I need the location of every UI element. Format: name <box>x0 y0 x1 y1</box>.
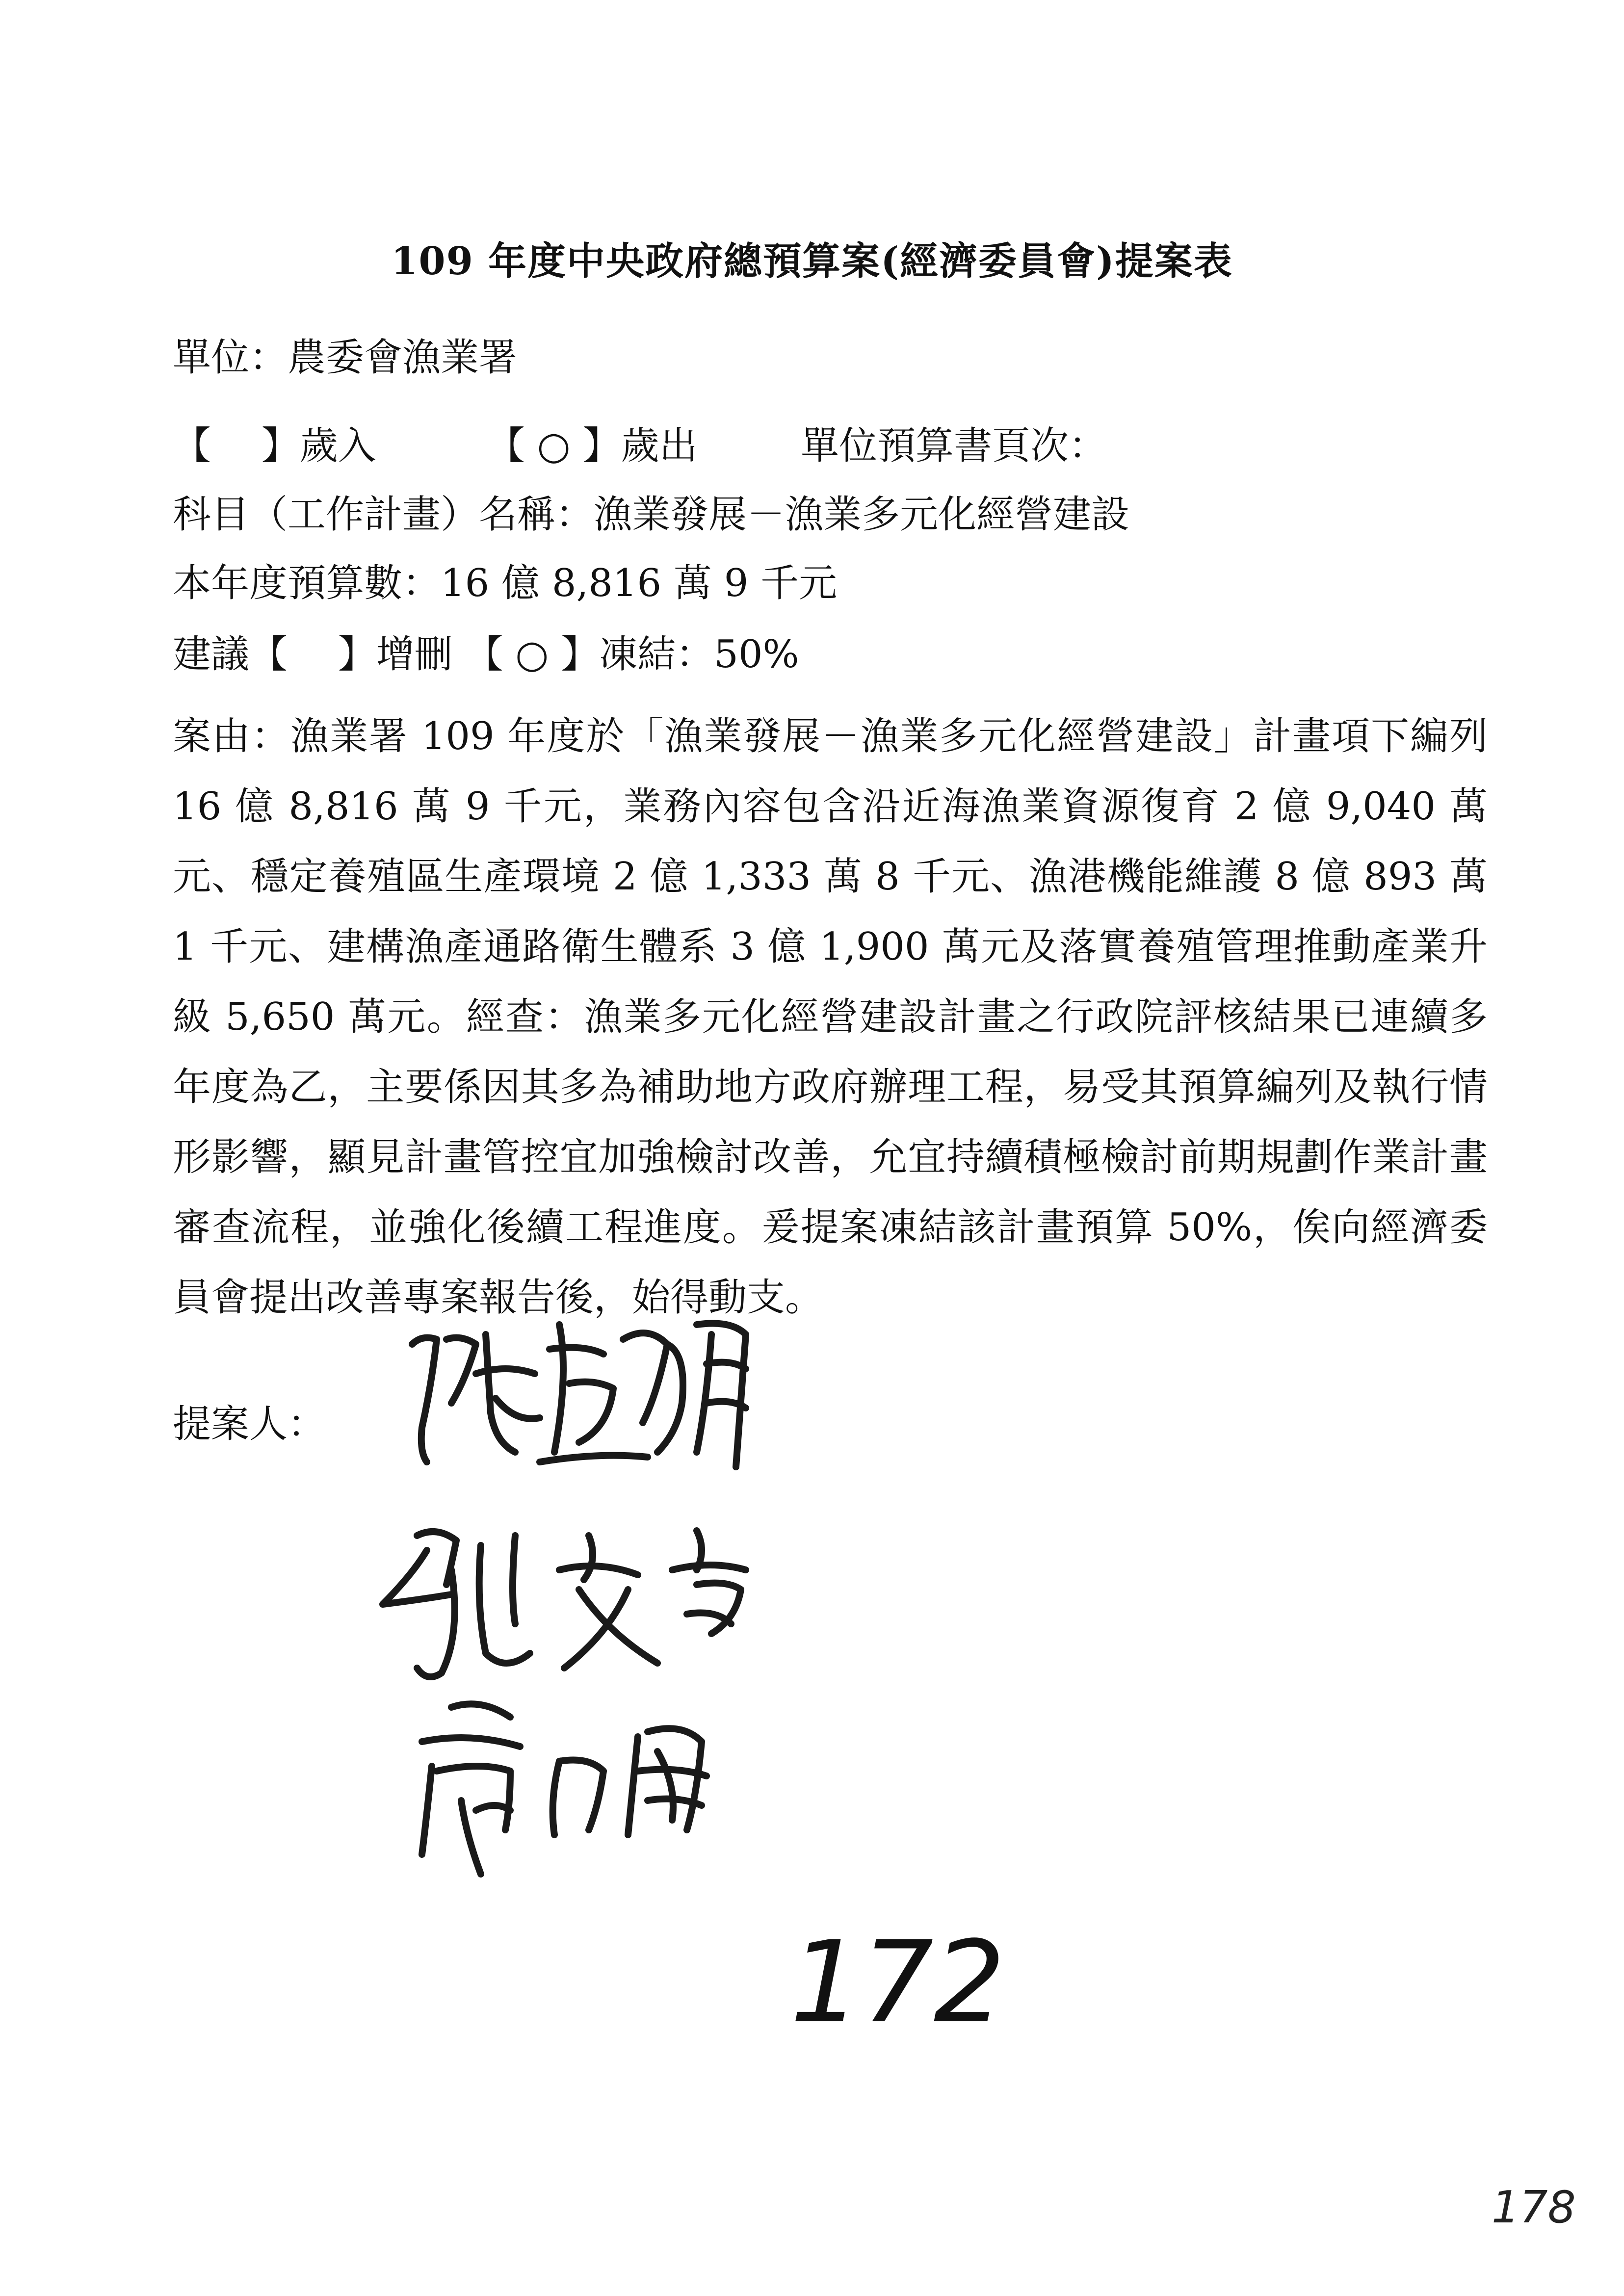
expense-checkbox-label: 【 ○ 】歲出 <box>487 424 698 468</box>
handwritten-page-number-text: 172 <box>790 1917 1005 2048</box>
income-checkbox-label: 【 】歲入 <box>173 424 376 468</box>
document-title: 109 年度中央政府總預算案(經濟委員會)提案表 <box>391 239 1233 284</box>
signature-1 <box>393 1305 785 1482</box>
proposal-line: 建議【 】增刪 【 ○ 】凍結：50% <box>173 632 799 677</box>
signature-2 <box>353 1506 795 1693</box>
page-reference-label: 單位預算書頁次： <box>801 424 1107 468</box>
budget-amount-line: 本年度預算數：16 億 8,816 萬 9 千元 <box>173 561 838 605</box>
handwritten-page-number <box>780 1904 1016 2061</box>
signature-3 <box>383 1688 756 1894</box>
budget-type-line <box>173 424 1107 468</box>
case-reason-paragraph: 案由：漁業署 109 年度於「漁業發展－漁業多元化經營建設」計畫項下編列 16 億 8,816 萬 9 千元，業務內容包含沿近海漁業資源復育 2 億 9,040 萬元、穩定養殖區生產環境 2 億 1,333 萬 8 千元、漁港機能維護 8 億 893 萬 1 千元、建構漁產通路衛生體系 3 億 1,900 萬元及落實養殖管理推動產業升級 5,650 萬元。經查：漁業多元化經營建設計畫之行政院評核結果已連續多年度為乙，主要係因其多為補助地方政府辦理工程，易受其預算編列及執行情形影響，顯見計畫管控宜加強檢討改善，允宜持續積極檢討前期規劃作業計畫審查流程，並強化後續工程進度。爰提案凍結該計畫預算 50%，俟向經濟委員會提出改善專案報告後，始得動支。 <box>173 714 1488 1320</box>
corner-page-number-text: 178 <box>1492 2182 1576 2233</box>
subject-line: 科目（工作計畫）名稱：漁業發展－漁業多元化經營建設 <box>173 493 1130 537</box>
unit-line: 單位：農委會漁業署 <box>173 336 518 380</box>
proposer-label: 提案人： <box>173 1402 326 1446</box>
corner-page-number <box>1487 2173 1585 2242</box>
